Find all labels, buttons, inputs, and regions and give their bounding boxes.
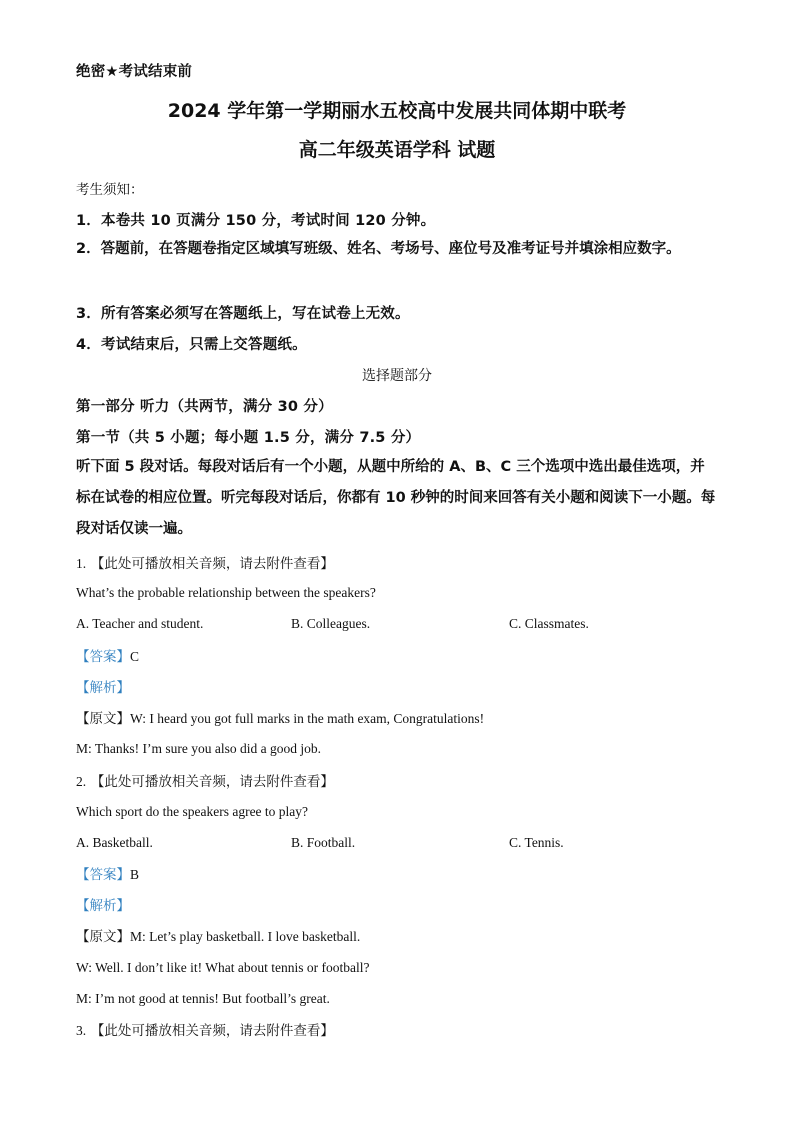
audio-link[interactable]: 【此处可播放相关音频，请去附件查看】 [90,774,334,790]
audio-link[interactable]: 【此处可播放相关音频，请去附件查看】 [90,556,334,572]
answer-value: B [130,867,140,882]
notice-item-4: 4．考试结束后，只需上交答题纸。 [76,337,307,353]
question-2-option-b: B. Football. [291,835,356,850]
subsection-heading: 第一节（共 5 小题；每小题 1.5 分，满分 7.5 分） [76,430,421,446]
question-2-analysis [76,895,130,916]
notice-item-3: 3．所有答案必须写在答题纸上，写在试卷上无效。 [76,306,410,322]
question-1-analysis [76,677,130,698]
question-1-answer [76,646,139,667]
question-1-option-b: B. Colleagues. [291,616,371,631]
analysis-label: 【解析】 [76,898,130,914]
question-2-transcript-line-2: W: Well. I don’t like it! What about tennis or football? [76,960,370,975]
question-2-answer [76,864,139,885]
confidential-mark: 绝密★考试结束前 [76,64,193,80]
listening-instructions: 听下面 5 段对话。每段对话后有一个小题，从题中所给的 A、B、C 三个选项中选出最佳选项，并标在试卷的相应位置。听完每段对话后，你都有 10 秒钟的时间来回答有关小题和阅读下一小题。每段对话仅读一遍。 [76,459,716,537]
audio-link[interactable]: 【此处可播放相关音频，请去附件查看】 [90,1023,334,1039]
question-2-header [76,771,334,792]
original-label: 【原文】 [76,711,130,727]
exam-title: 2024 学年第一学期丽水五校高中发展共同体期中联考 [167,100,627,122]
notice-heading: 考生须知： [76,182,144,198]
question-1-header [76,553,334,574]
question-2-transcript-line-1: 【原文】M: Let’s play basketball. I love basketball. [76,929,361,945]
answer-value: C [130,649,140,664]
question-2-option-c: C. Tennis. [509,835,564,850]
answer-label: 【答案】 [76,867,130,883]
question-number: 3. [76,1023,87,1038]
exam-subtitle: 高二年级英语学科 试题 [298,139,496,161]
question-2-transcript-line-3: M: I’m not good at tennis! But football’s great. [76,991,330,1006]
section-heading: 选择题部分 [362,368,432,384]
part-heading: 第一部分 听力（共两节，满分 30 分） [76,399,333,415]
original-label: 【原文】 [76,929,130,945]
question-3-header [76,1020,334,1041]
question-1-option-a: A. Teacher and student. [76,616,204,631]
question-1-text: What’s the probable relationship between the speakers? [76,585,376,600]
question-2-option-a: A. Basketball. [76,835,153,850]
question-2-text: Which sport do the speakers agree to play? [76,804,309,819]
answer-label: 【答案】 [76,649,130,665]
question-1-transcript-line-2: M: Thanks! I’m sure you also did a good job. [76,741,321,756]
question-number: 2. [76,774,87,789]
question-1-transcript-line-1: 【原文】W: I heard you got full marks in the math exam, Congratulations! [76,711,485,727]
question-1-option-c: C. Classmates. [509,616,589,631]
notice-item-2: 2．答题前，在答题卷指定区域填写班级、姓名、考场号、座位号及准考证号并填涂相应数字。 [76,241,681,257]
notice-item-1: 1．本卷共 10 页满分 150 分，考试时间 120 分钟。 [76,213,436,229]
analysis-label: 【解析】 [76,680,130,696]
question-number: 1. [76,556,87,571]
